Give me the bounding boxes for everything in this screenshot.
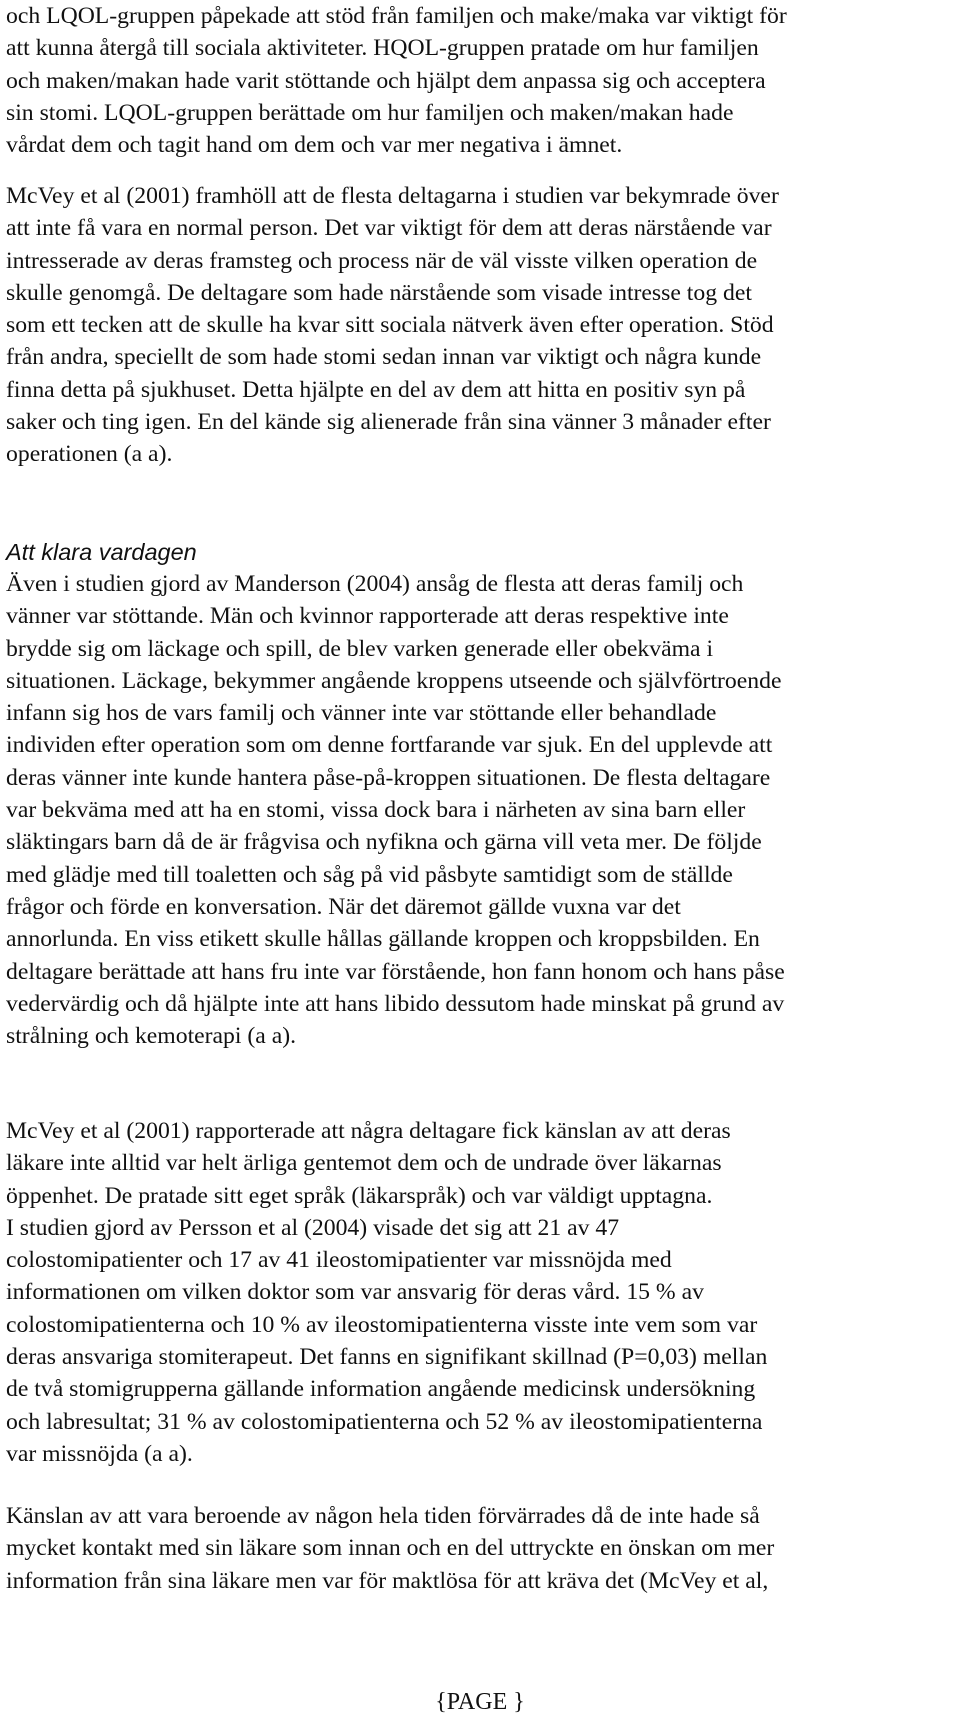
paragraph-mcvey-normal-person: McVey et al (2001) framhöll att de flesta deltagarna i studien var bekymrade över att inte få vara en normal person. Det var viktigt för dem att deras närstående var intresserade av deras framsteg och process när de väl visste vilken operation de skulle genomgå. De deltagare som hade närstående som visade intresse tog det som ett tecken att de skulle ha kvar sitt sociala nätverk även efter operation. Stöd från andra, speciellt de som hade stomi sedan innan var viktigt och några kunde finna detta på sjukhuset. Detta hjälpte en del av dem att hitta en positiv syn på saker och ting igen. En del kände sig alienerade från sina vänner 3 månader efter operationen (a a). <box>6 183 779 468</box>
page-number-field: {PAGE } <box>435 1689 525 1715</box>
paragraph-mcvey-persson-information: McVey et al (2001) rapporterade att några deltagare fick känslan av att deras läkare inte alltid var helt ärliga gentemot dem och de undrade över läkarnas öppenhet. De pratade sitt eget språk (läkarspråk) och var väldigt upptagna. I studien gjord av Persson et al (2004) visade det sig att 21 av 47 colostomipatienter och 17 av 41 ileostomipatienter var missnöjda med informationen om vilken doktor som var ansvarig för deras vård. 15 % av colostomipatienterna och 10 % av ileostomipatienterna visste inte vem som var deras ansvariga stomiterapeut. Det fanns en signifikant skillnad (P=0,03) mellan de två stomigrupperna gällande information angående medicinsk undersökning och labresultat; 31 % av colostomipatienterna och 52 % av ileostomipatienterna var missnöjda (a a). <box>6 1118 768 1467</box>
paragraph-family-support: och LQOL-gruppen påpekade att stöd från familjen och make/maka var viktigt för att kunna återgå till sociala aktiviteter. HQOL-gruppen pratade om hur familjen och maken/makan hade varit stöttande och hjälpt dem anpassa sig och acceptera sin stomi. LQOL-gruppen berättade om hur familjen och maken/makan hade vårdat dem och tagit hand om dem och var mer negativa i ämnet. <box>6 3 787 159</box>
paragraph-manderson-study: Även i studien gjord av Manderson (2004) ansåg de flesta att deras familj och vänner var stöttande. Män och kvinnor rapporterade att deras respektive inte brydde sig om läckage och spill, de blev varken generade eller obekväma i situationen. Läckage, bekymmer angående kroppens utseende och självförtroende infann sig hos de vars familj och vänner inte var stöttande eller behandlade individen efter operation som om denne fortfarande var sjuk. En del upplevde att deras vänner inte kunde hantera påse-på-kroppen situationen. De flesta deltagare var bekväma med att ha en stomi, vissa dock bara i närheten av sina barn eller släktingars barn då de är frågvisa och nyfikna och gärna vill veta mer. De följde med glädje med till toaletten och såg på vid påsbyte samtidigt som de ställde frågor och förde en konversation. När det däremot gällde vuxna var det annorlunda. En viss etikett skulle hållas gällande kroppen och kroppsbilden. En deltagare berättade att hans fru inte var förstående, hon fann honom och hans påse vedervärdig och då hjälpte inte att hans libido dessutom hade minskat på grund av strålning och kemoterapi (a a). <box>6 571 785 1050</box>
paragraph-dependence: Känslan av att vara beroende av någon hela tiden förvärrades då de inte hade så mycket kontakt med sin läkare som innan och en del uttryckte en önskan om mer information från sina läkare men var för maktlösa för att kräva det (McVey et al, <box>6 1503 775 1594</box>
section-heading: Att klara vardagen <box>6 539 197 565</box>
